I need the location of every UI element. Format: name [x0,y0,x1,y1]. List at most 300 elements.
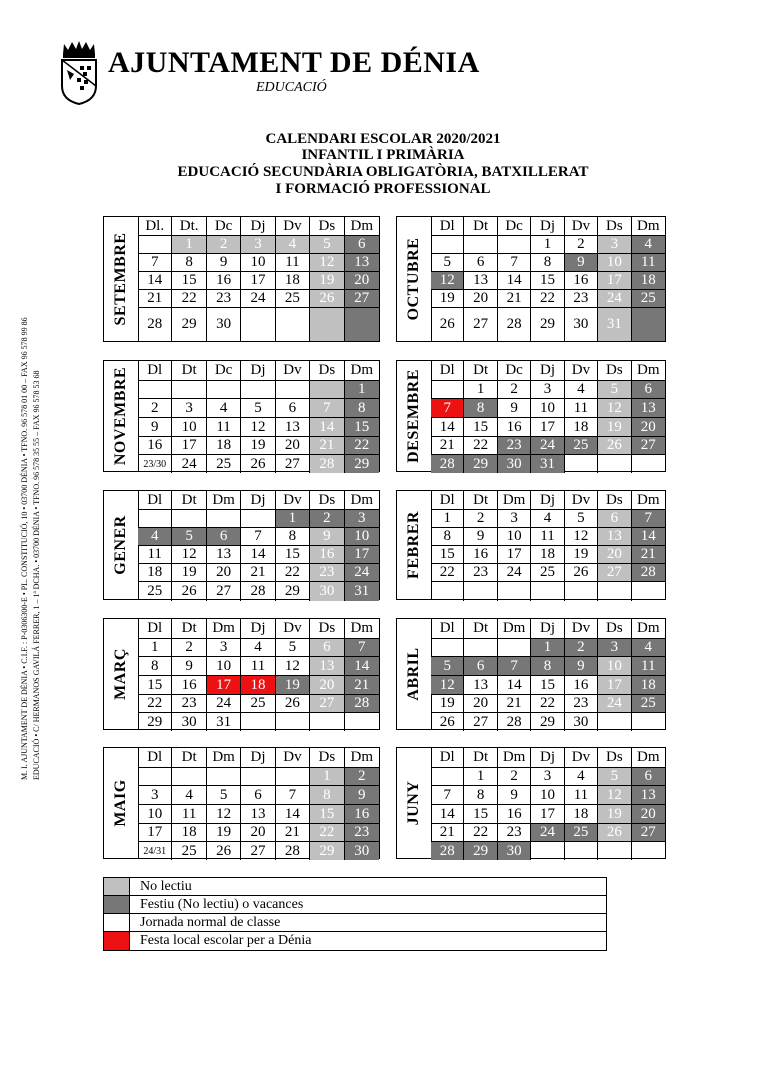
day-cell [276,381,310,399]
day-cell: 30 [172,713,206,731]
day-cell: 26 [276,695,310,713]
day-cell: 27 [276,455,310,473]
weekday-header: Ds [598,361,631,381]
day-cell: 25 [241,695,275,713]
day-cell [241,713,275,731]
day-cell: 9 [345,786,379,805]
weekday-header: Dt [172,361,206,381]
weekday-header: Dv [276,619,310,639]
day-cell: 23 [498,437,531,455]
day-cell: 27 [464,308,497,341]
day-cell: 8 [464,399,497,418]
day-cell: 27 [207,582,241,601]
month-març [103,618,380,730]
day-cell: 27 [632,824,665,842]
weekday-header: Dv [565,217,598,236]
day-cell: 21 [632,546,665,564]
weekday-header: Dm [345,361,379,381]
day-cell: 24 [241,290,275,308]
day-cell: 16 [138,437,172,455]
side-address-2: EDUCACIÓ • C/ HERMANOS GAVILÁ FERRER, 1 – 1ª DCHA. • 03700 DÉNIA • TFNO. 96 578 35 55 – FAX 96 578 53 68 [32,370,41,780]
weekday-header: Dv [565,748,598,768]
day-cell: 1 [431,510,464,528]
day-cell: 18 [632,676,665,695]
day-cell: 16 [565,676,598,695]
weekday-header: Dm [498,748,531,768]
month-name: MAIG [112,779,129,827]
weekday-header: Dl [138,491,172,510]
day-cell: 24 [207,695,241,713]
day-cell: 17 [172,437,206,455]
weekday-header: Dt [464,748,497,768]
month-grid [431,619,665,729]
weekday-header: Dm [345,619,379,639]
weekday-header: Ds [598,619,631,639]
day-cell: 7 [345,639,379,657]
day-cell: 18 [207,437,241,455]
day-cell: 10 [598,254,631,272]
day-cell [598,582,631,601]
month-label [104,748,139,858]
day-cell: 14 [138,272,172,290]
weekday-header: Dj [241,748,275,768]
weekday-header: Ds [598,491,631,510]
day-cell: 5 [310,236,344,254]
weekday-header: Dt [172,748,206,768]
day-cell: 7 [241,528,275,546]
day-cell: 14 [276,805,310,824]
day-cell: 4 [172,786,206,805]
day-cell: 4 [138,528,172,546]
day-cell: 28 [138,308,172,341]
day-cell: 4 [207,399,241,418]
day-cell: 11 [632,657,665,676]
day-cell: 4 [241,639,275,657]
legend-label: Festiu (No lectiu) o vacances [140,897,304,912]
weekday-header: Dc [498,361,531,381]
weekday-header: Ds [310,217,344,236]
month-name: ABRIL [405,647,422,701]
day-cell: 19 [598,418,631,437]
day-cell: 14 [431,805,464,824]
day-cell: 6 [310,639,344,657]
day-cell: 8 [345,399,379,418]
day-cell: 12 [431,272,464,290]
day-cell: 19 [565,546,598,564]
weekday-header: Ds [598,217,631,236]
weekday-header: Dm [207,619,241,639]
day-cell [276,308,310,341]
day-cell: 24 [598,695,631,713]
day-cell: 16 [565,272,598,290]
day-cell: 25 [565,437,598,455]
month-desembre [396,360,666,472]
day-cell: 3 [138,786,172,805]
day-cell [172,381,206,399]
day-cell: 13 [345,254,379,272]
day-cell: 3 [498,510,531,528]
day-cell: 23 [207,290,241,308]
day-cell [276,768,310,786]
day-cell: 15 [531,676,564,695]
day-cell: 19 [172,564,206,582]
day-cell: 2 [565,236,598,254]
day-cell: 1 [310,768,344,786]
day-cell: 4 [276,236,310,254]
day-cell: 7 [498,254,531,272]
day-cell: 14 [431,418,464,437]
weekday-header: Dm [345,748,379,768]
day-cell: 30 [565,713,598,731]
day-cell: 4 [531,510,564,528]
day-cell: 31 [531,455,564,473]
weekday-header: Dl [138,361,172,381]
day-cell: 8 [531,254,564,272]
day-cell: 31 [598,308,631,341]
day-cell: 3 [598,639,631,657]
day-cell: 26 [241,455,275,473]
day-cell: 12 [276,657,310,676]
weekday-header: Dj [531,748,564,768]
day-cell: 17 [598,272,631,290]
day-cell: 13 [276,418,310,437]
weekday-header: Dm [345,491,379,510]
day-cell [632,842,665,860]
day-cell [138,768,172,786]
day-cell: 23 [498,824,531,842]
day-cell [310,381,344,399]
weekday-header: Dl [138,619,172,639]
day-cell: 9 [498,786,531,805]
day-cell: 19 [431,290,464,308]
day-cell: 14 [310,418,344,437]
legend-label: No lectiu [140,879,192,894]
day-cell [565,842,598,860]
legend-swatch [104,932,130,950]
day-cell: 6 [632,381,665,399]
calendar-title-4: I FORMACIÓ PROFESSIONAL [275,181,491,197]
day-cell: 22 [464,824,497,842]
day-cell: 5 [431,254,464,272]
weekday-header: Ds [598,748,631,768]
day-cell [431,236,464,254]
day-cell: 22 [464,437,497,455]
day-cell: 2 [498,768,531,786]
day-cell: 11 [632,254,665,272]
day-cell: 4 [632,639,665,657]
day-cell: 19 [207,824,241,842]
calendar-title-1: CALENDARI ESCOLAR 2020/2021 [265,131,501,147]
day-cell: 24 [531,824,564,842]
day-cell: 5 [598,768,631,786]
weekday-header: Dt. [172,217,206,236]
day-cell: 14 [632,528,665,546]
day-cell: 14 [345,657,379,676]
day-cell: 5 [207,786,241,805]
day-cell: 7 [431,399,464,418]
day-cell: 17 [138,824,172,842]
day-cell [632,455,665,473]
day-cell: 15 [345,418,379,437]
day-cell: 11 [531,528,564,546]
day-cell: 12 [598,399,631,418]
day-cell: 28 [498,713,531,731]
day-cell: 2 [498,381,531,399]
weekday-header: Dt [464,361,497,381]
weekday-header: Ds [310,491,344,510]
day-cell: 6 [276,399,310,418]
day-cell: 20 [632,805,665,824]
weekday-header: Dt [464,619,497,639]
day-cell [531,582,564,601]
weekday-header: Dm [632,361,665,381]
day-cell: 27 [310,695,344,713]
calendar-title-3: EDUCACIÓ SECUNDÀRIA OBLIGATÒRIA, BATXILLERAT [177,164,589,180]
weekday-header: Dm [632,619,665,639]
day-cell: 26 [310,290,344,308]
weekday-header: Ds [310,748,344,768]
weekday-header: Ds [310,619,344,639]
day-cell: 4 [632,236,665,254]
day-cell: 17 [531,805,564,824]
day-cell: 9 [207,254,241,272]
day-cell: 31 [345,582,379,601]
month-febrer [396,490,666,600]
day-cell [464,639,497,657]
day-cell: 28 [345,695,379,713]
weekday-header: Dl [138,748,172,768]
day-cell: 13 [598,528,631,546]
day-cell [431,381,464,399]
day-cell: 21 [345,676,379,695]
day-cell: 13 [632,786,665,805]
month-grid [138,491,379,599]
day-cell: 15 [531,272,564,290]
day-cell: 25 [207,455,241,473]
month-label [397,748,432,858]
day-cell: 22 [431,564,464,582]
day-cell: 22 [531,290,564,308]
day-cell: 9 [310,528,344,546]
weekday-header: Dj [531,619,564,639]
day-cell [138,510,172,528]
day-cell: 11 [138,546,172,564]
month-grid [138,619,379,729]
weekday-header: Dj [531,491,564,510]
weekday-header: Dt [172,619,206,639]
day-cell: 14 [498,272,531,290]
day-cell: 30 [498,455,531,473]
day-cell: 8 [431,528,464,546]
day-cell [598,455,631,473]
month-label [397,619,432,729]
month-name: GENER [112,515,129,575]
day-cell: 22 [172,290,206,308]
day-cell: 4 [565,768,598,786]
month-label [104,217,139,341]
day-cell [498,639,531,657]
day-cell [310,308,344,341]
day-cell: 23 [464,564,497,582]
day-cell [464,582,497,601]
day-cell [138,381,172,399]
day-cell: 11 [565,399,598,418]
day-cell: 1 [464,381,497,399]
day-cell: 18 [565,805,598,824]
weekday-header: Dm [345,217,379,236]
day-cell: 28 [498,308,531,341]
weekday-header: Dm [207,748,241,768]
day-cell: 30 [498,842,531,860]
day-cell: 20 [598,546,631,564]
day-cell: 28 [310,455,344,473]
day-cell [598,842,631,860]
weekday-header: Dl [431,361,464,381]
legend-item [104,914,606,932]
day-cell: 16 [310,546,344,564]
weekday-header: Dm [632,217,665,236]
legend-item [104,896,606,914]
day-cell: 24 [598,290,631,308]
day-cell: 12 [207,805,241,824]
day-cell: 18 [172,824,206,842]
day-cell: 20 [632,418,665,437]
day-cell: 18 [565,418,598,437]
day-cell: 22 [531,695,564,713]
legend-item [104,932,606,950]
legend-label: Jornada normal de classe [140,915,281,930]
day-cell: 18 [276,272,310,290]
month-name: DESEMBRE [405,369,422,463]
day-cell: 12 [172,546,206,564]
day-cell: 9 [565,254,598,272]
day-cell [241,768,275,786]
day-cell: 2 [172,639,206,657]
day-cell: 15 [464,418,497,437]
day-cell: 12 [598,786,631,805]
day-cell: 18 [632,272,665,290]
weekday-header: Dv [565,619,598,639]
month-label [104,619,139,729]
day-cell: 21 [431,824,464,842]
day-cell: 24 [498,564,531,582]
day-cell: 16 [498,805,531,824]
day-cell: 6 [241,786,275,805]
day-cell: 3 [241,236,275,254]
day-cell: 7 [138,254,172,272]
legend-swatch [104,896,130,913]
day-cell: 1 [172,236,206,254]
day-cell [632,582,665,601]
legend-swatch [104,914,130,931]
weekday-header: Dm [632,491,665,510]
day-cell: 12 [431,676,464,695]
day-cell [632,308,665,341]
day-cell: 2 [464,510,497,528]
day-cell: 30 [565,308,598,341]
day-cell: 16 [498,418,531,437]
day-cell: 1 [464,768,497,786]
day-cell: 25 [632,695,665,713]
day-cell: 29 [531,308,564,341]
day-cell: 9 [172,657,206,676]
day-cell: 15 [431,546,464,564]
day-cell: 13 [464,676,497,695]
day-cell: 7 [498,657,531,676]
legend-item [104,878,606,896]
weekday-header: Dl [431,491,464,510]
day-cell: 27 [345,290,379,308]
day-cell: 9 [138,418,172,437]
page-subtitle: EDUCACIÓ [256,80,327,95]
day-cell: 8 [464,786,497,805]
day-cell [138,236,172,254]
day-cell: 15 [464,805,497,824]
day-cell [241,510,275,528]
day-cell [172,768,206,786]
day-cell: 28 [241,582,275,601]
day-cell: 3 [598,236,631,254]
weekday-header: Dv [276,491,310,510]
month-grid [138,217,379,341]
day-cell: 9 [464,528,497,546]
day-cell: 24 [531,437,564,455]
day-cell: 17 [345,546,379,564]
day-cell: 1 [531,236,564,254]
day-cell: 23/30 [138,455,172,473]
day-cell: 24/31 [138,842,172,860]
day-cell [498,582,531,601]
day-cell: 24 [345,564,379,582]
day-cell: 22 [310,824,344,842]
day-cell: 23 [172,695,206,713]
day-cell: 7 [431,786,464,805]
day-cell: 12 [310,254,344,272]
day-cell: 30 [207,308,241,341]
month-name: NOVEMBRE [112,366,129,466]
month-grid [138,748,379,858]
day-cell: 6 [598,510,631,528]
day-cell [345,308,379,341]
day-cell: 3 [207,639,241,657]
day-cell [431,639,464,657]
day-cell: 24 [172,455,206,473]
month-grid [431,491,665,599]
day-cell [598,713,631,731]
day-cell [207,510,241,528]
weekday-header: Ds [310,361,344,381]
day-cell [345,713,379,731]
weekday-header: Dj [241,619,275,639]
day-cell: 21 [498,695,531,713]
weekday-header: Dm [498,491,531,510]
month-setembre [103,216,380,342]
month-label [397,361,432,471]
month-grid [431,217,665,341]
weekday-header: Dv [565,491,598,510]
day-cell: 1 [138,639,172,657]
day-cell: 29 [138,713,172,731]
legend-swatch [104,878,130,895]
day-cell: 25 [172,842,206,860]
day-cell: 2 [345,768,379,786]
day-cell: 27 [632,437,665,455]
day-cell: 25 [276,290,310,308]
day-cell: 26 [431,713,464,731]
day-cell: 10 [207,657,241,676]
month-grid [138,361,379,471]
day-cell: 27 [598,564,631,582]
